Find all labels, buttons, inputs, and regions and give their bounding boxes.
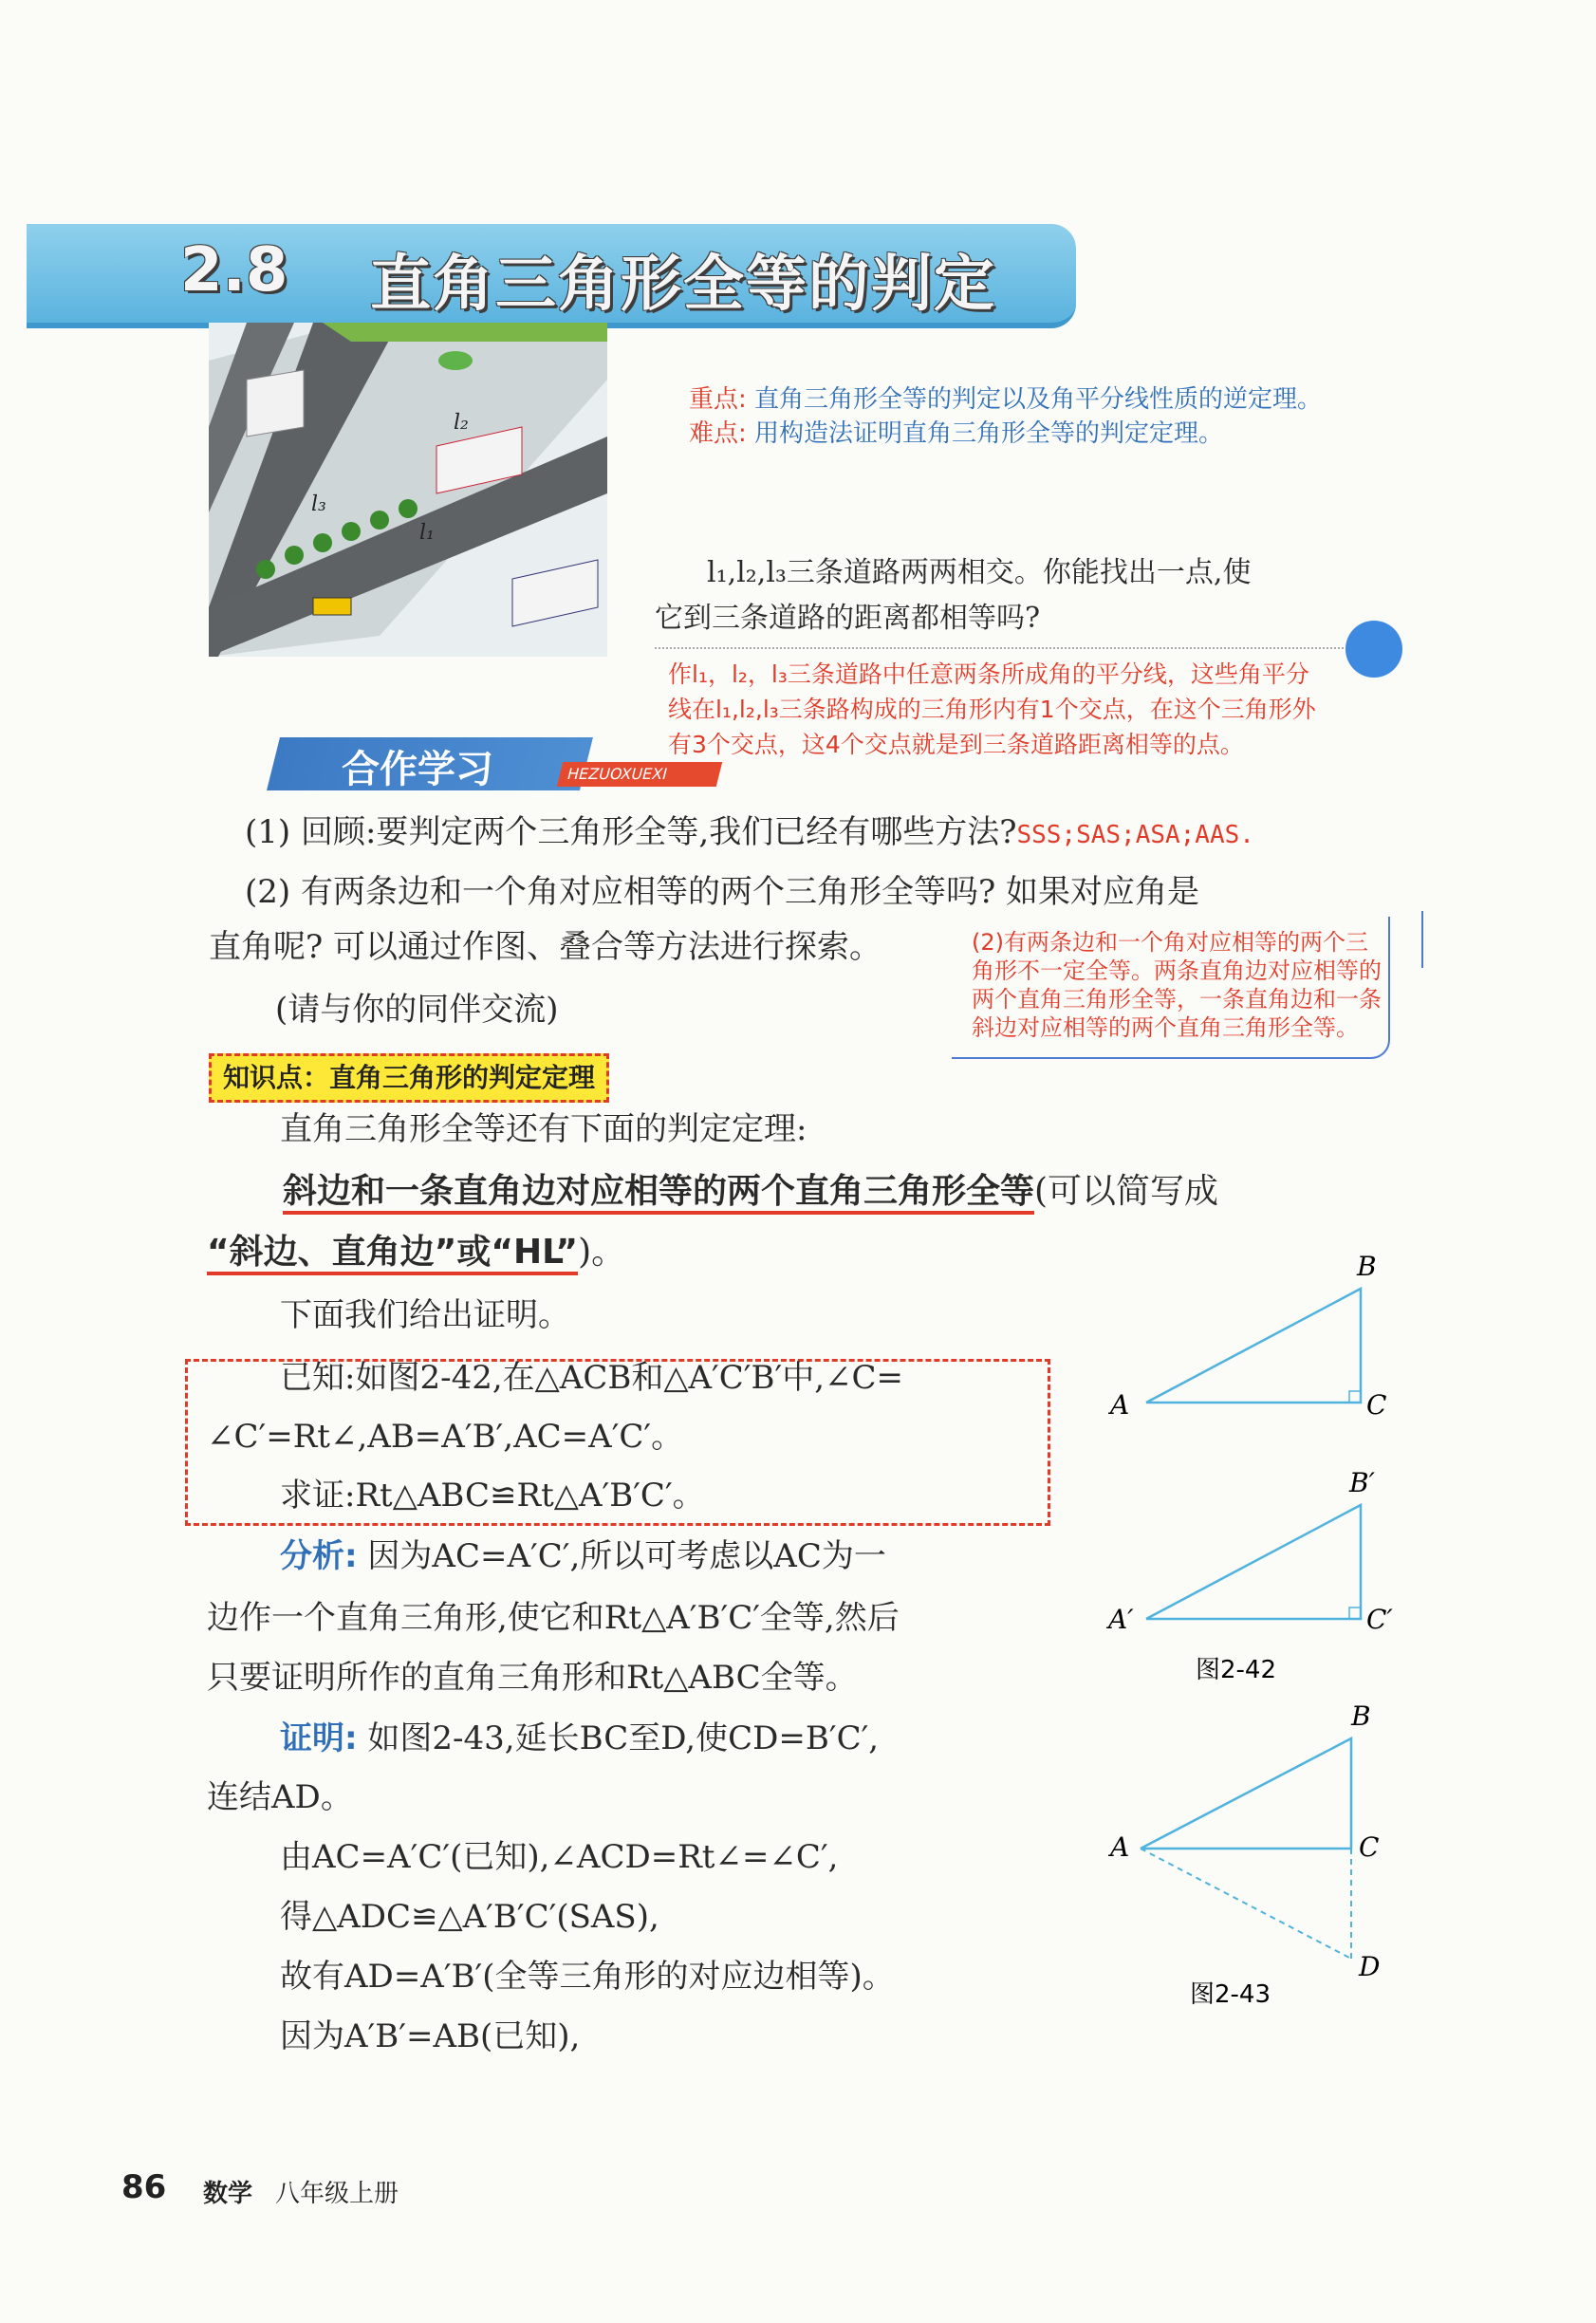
answer-note-line-2: 线在l₁,l₂,l₃三条路构成的三角形内有1个交点，在这个三角形外 — [668, 696, 1316, 723]
road-label-l1: l₁ — [419, 521, 435, 545]
theorem-line-1 — [283, 1171, 1218, 1213]
q2-note-line-3: 两个直角三角形全等，一条直角边和一条 — [972, 986, 1382, 1013]
figure-panel — [1101, 1253, 1404, 2012]
focus-text: 直角三角形全等的判定以及角平分线性质的逆定理。 — [754, 385, 1323, 414]
proof-line-5: 故有AD=A′B′(全等三角形的对应边相等)。 — [280, 1958, 895, 1996]
divider — [655, 647, 1347, 649]
theorem-line-2 — [207, 1232, 625, 1273]
given-line-2: ∠C′=Rt∠,AB=A′B′,AC=A′C′。 — [207, 1418, 684, 1456]
proof-text-1: 如图2-43,延长BC至D,使CD=B′C′, — [367, 1719, 880, 1757]
fig2-label-c: C′ — [1366, 1604, 1393, 1635]
figure-triangle-abc-prime — [1146, 1505, 1361, 1619]
theorem-tail: )。 — [578, 1233, 626, 1272]
fig3-label-a: A — [1110, 1831, 1130, 1863]
focus-label: 重点: — [689, 385, 747, 414]
footer-grade: 八年级上册 — [275, 2180, 399, 2208]
proof-label: 证明: — [280, 1719, 358, 1757]
road-label-l2: l₂ — [454, 411, 469, 435]
figure-triangle-abd — [1141, 1738, 1351, 1959]
knowledge-point-tag: 知识点：直角三角形的判定定理 — [209, 1053, 609, 1103]
figure-triangle-abc — [1146, 1289, 1361, 1403]
proof-line-1 — [280, 1718, 879, 1759]
analysis-line-2: 边作一个直角三角形,使它和Rt△A′B′C′全等,然后 — [207, 1599, 900, 1637]
proof-line-2: 连结AD。 — [207, 1778, 353, 1816]
fig2-caption: 图2-42 — [1196, 1656, 1277, 1684]
fig1-label-a: A — [1110, 1389, 1130, 1421]
analysis-line-3: 只要证明所作的直角三角形和Rt△ABC全等。 — [207, 1659, 858, 1697]
road-illustration — [209, 323, 607, 657]
difficulty-label: 难点: — [689, 419, 747, 448]
coop-subtitle: HEZUOXUEXI — [557, 762, 722, 787]
analysis-text-1: 因为AC=A′C′,所以可考虑以AC为一 — [367, 1537, 886, 1575]
proof-intro: 下面我们给出证明。 — [280, 1296, 570, 1334]
proof-line-6: 因为A′B′=AB(已知), — [280, 2017, 581, 2055]
given-line-1: 已知:如图2-42,在△ACB和△A′C′B′中,∠C= — [280, 1359, 904, 1397]
theorem-bold: 斜边和一条直角边对应相等的两个直角三角形全等 — [283, 1172, 1034, 1215]
fig1-label-c: C — [1366, 1389, 1387, 1421]
question-1-answer: SSS;SAS;ASA;AAS. — [1016, 821, 1254, 849]
given-line-3: 求证:Rt△ABC≌Rt△A′B′C′。 — [280, 1477, 705, 1515]
fig3-label-d: D — [1359, 1951, 1381, 1982]
question-1-text: (1) 回顾:要判定两个三角形全等,我们已经有哪些方法? — [245, 813, 1017, 851]
question-3: (请与你的同伴交流) — [275, 991, 559, 1029]
fig3-label-b: B — [1351, 1700, 1371, 1732]
intro-line-1: l₁,l₂,l₃三条道路两两相交。你能找出一点,使 — [707, 556, 1252, 589]
answer-note-line-3: 有3个交点，这4个交点就是到三条道路距离相等的点。 — [668, 731, 1244, 758]
fig3-caption: 图2-43 — [1190, 1980, 1271, 2009]
intro-line-2: 它到三条道路的距离都相等吗? — [655, 602, 1041, 635]
theorem-abbr: “斜边、直角边”或“HL” — [207, 1233, 578, 1275]
fig3-label-c: C — [1359, 1831, 1380, 1863]
coop-title: 合作学习 — [342, 748, 493, 791]
fig1-label-b: B — [1357, 1253, 1377, 1282]
question-2-line-1: (2) 有两条边和一个角对应相等的两个三角形全等吗? 如果对应角是 — [245, 873, 1200, 911]
proof-line-4: 得△ADC≌△A′B′C′(SAS), — [280, 1898, 659, 1936]
q2-note-line-2: 角形不一定全等。两条直角边对应相等的 — [972, 957, 1382, 984]
q2-note-connector — [1421, 911, 1423, 968]
answer-note-line-1: 作l₁，l₂，l₃三条道路中任意两条所成角的平分线，这些角平分 — [668, 660, 1309, 688]
footer-subject: 数学 — [203, 2180, 253, 2208]
bubble-decoration — [1345, 621, 1402, 678]
theorem-paren: (可以简写成 — [1034, 1172, 1219, 1211]
page-title: 直角三角形全等的判定 — [370, 250, 996, 320]
road-label-l3: l₃ — [311, 492, 326, 516]
section-number: 2.8 — [180, 235, 288, 306]
theorem-lead: 直角三角形全等还有下面的判定定理: — [280, 1110, 807, 1148]
fig2-label-b: B′ — [1349, 1467, 1375, 1498]
difficulty-line — [689, 418, 1223, 450]
fig2-label-a: A′ — [1108, 1604, 1134, 1635]
q2-note-line-4: 斜边对应相等的两个直角三角形全等。 — [972, 1014, 1359, 1041]
analysis-line-1 — [280, 1535, 886, 1577]
focus-line — [689, 383, 1322, 416]
question-1 — [245, 811, 1254, 856]
proof-line-3: 由AC=A′C′(已知),∠ACD=Rt∠=∠C′, — [280, 1838, 839, 1876]
analysis-label: 分析: — [280, 1537, 358, 1575]
page-number: 86 — [121, 2168, 167, 2206]
difficulty-text: 用构造法证明直角三角形全等的判定定理。 — [754, 419, 1224, 448]
q2-note-line-1: (2)有两条边和一个角对应相等的两个三 — [972, 929, 1368, 956]
question-2-line-2: 直角呢? 可以通过作图、叠合等方法进行探索。 — [209, 928, 882, 966]
